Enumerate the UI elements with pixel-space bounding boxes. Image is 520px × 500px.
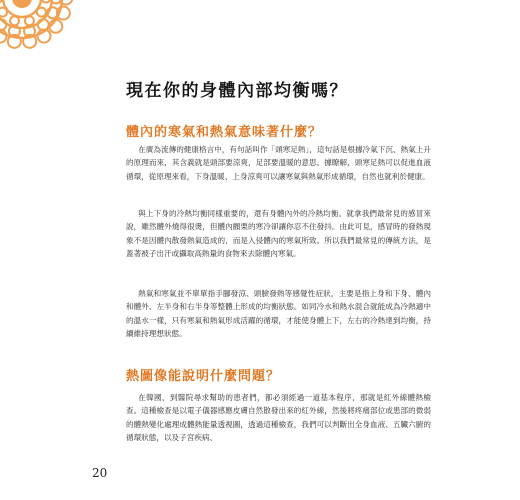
- page-title: 現在你的身體內部均衡嗎？: [126, 81, 348, 101]
- section-heading-cold-heat: 體內的寒氣和熱氣意味著什麼？: [126, 125, 323, 140]
- body-paragraph: 與上下身的冷熱均衡同樣重要的，還有身體內外的冷熱均衡。就拿我們最常見的感冒來說，雖然體外燒得很燙，但體內顫栗的寒冷卻讓你忍不住發抖。由此可見，感冒時的發熱現象不是因體內散發熱氣造成的，而是入侵體內的寒氣所致。所以我們最常見的傳統方法，是蓋著被子出汗或攝取高熱量的食物來去除體內寒氣。: [126, 209, 431, 259]
- ornament-petal: [25, 16, 34, 25]
- body-paragraph: 在韓國，到醫院尋求幫助的患者們，都必須經過一道基本程序，那就是紅外線體熱檢查。這種檢查是以電子儀器感應皮膚自然散發出來的紅外線，然後將疼痛部位或患部的微弱的體熱變化處理成體熱能量透視圖，透過這種檢查，我們可以判斷出全身血液、五臟六腑的循環狀態，以及子宮疾病、: [126, 393, 431, 443]
- ornament-petal: [37, 8, 46, 17]
- ornament-petal: [51, 0, 62, 4]
- body-paragraph: 熱氣和寒氣並不單單指手腳發涼、頭臉發熱等感覺性症狀，主要是指上身和下身、體內和體外、左半身和右半身等整體上形成的均衡狀態。如同冷水和熱水混合就能成為冷熱適中的溫水一樣，只有寒氣和熱氣形成活躍的循環，才能使身體上下，左右的冷熱達到均衡，持續維持理想狀態。: [126, 289, 431, 339]
- ornament-petal: [10, 16, 19, 25]
- ornament-petal: [42, 0, 51, 3]
- ornament-center: [12, 0, 32, 8]
- flower-ornament-icon: [0, 0, 86, 60]
- ornament-petal: [0, 8, 7, 17]
- body-paragraph: 在廣為流傳的健康格言中，有句話叫作「頭寒足熱」，這句話是根據冷氣下沉、熱氣上升的原理而來，其含義就是頭部要涼爽，足部要溫暖的意思。據瞭解，頭寒足熱可以促進血液循環，從原理來看，下身溫暖、上身涼爽可以讓寒氣與熱氣形成循環，自然也就利於健康。: [126, 145, 431, 181]
- section-heading-thermal-image: 熱圖像能說明什麼問題？: [126, 369, 281, 384]
- ornament-petal: [0, 0, 3, 3]
- page-number: 20: [92, 466, 108, 480]
